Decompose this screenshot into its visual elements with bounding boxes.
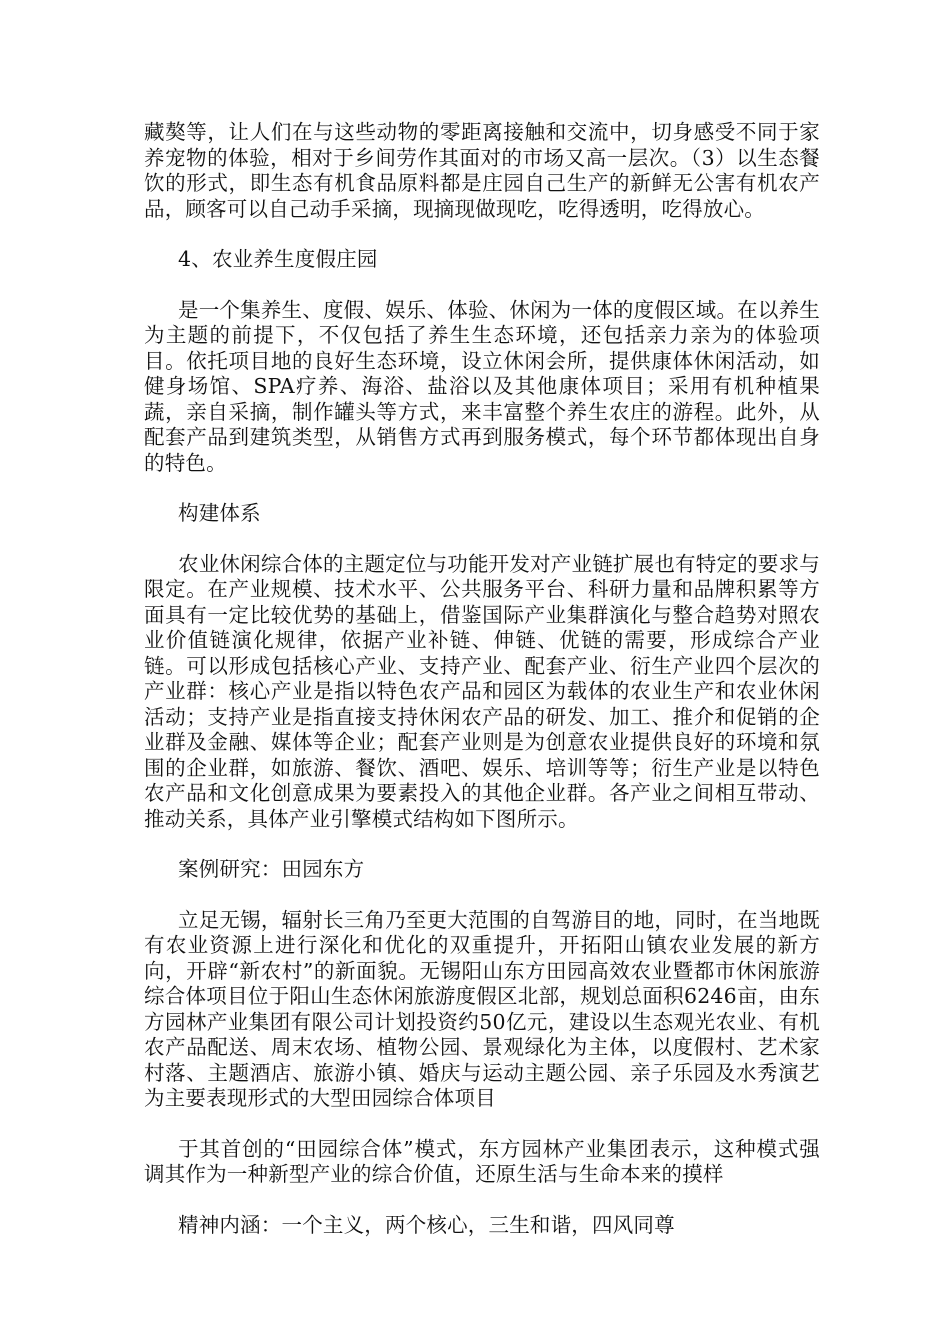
paragraph-continuation: 藏獒等，让人们在与这些动物的零距离接触和交流中，切身感受不同于家养宠物的体验，相对于乡间劳作其面对的市场又高一层次。（3）以生态餐饮的形式，即生态有机食品原料都是庄园自己生产的新鲜无公害有机农产品，顾客可以自己动手采摘，现摘现做现吃，吃得透明，吃得放心。	[144, 120, 820, 221]
document-body	[144, 120, 820, 1238]
paragraph-resort: 是一个集养生、度假、娱乐、体验、休闲为一体的度假区域。在以养生为主题的前提下，不仅包括了养生生态环境，还包括亲力亲为的体验项目。依托项目地的良好生态环境，设立休闲会所，提供康体休闲活动，如健身场馆、SPA疗养、海浴、盐浴以及其他康体项目；采用有机种植果蔬，亲自采摘，制作罐头等方式，来丰富整个养生农庄的游程。此外，从配套产品到建筑类型，从销售方式再到服务模式，每个环节都体现出自身的特色。	[144, 297, 820, 475]
paragraph-case-study: 立足无锡，辐射长三角乃至更大范围的自驾游目的地，同时，在当地既有农业资源上进行深化和优化的双重提升，开拓阳山镇农业发展的新方向，开辟“新农村”的新面貌。无锡阳山东方田园高效农业暨都市休闲旅游综合体项目位于阳山生态休闲旅游度假区北部，规划总面积6246亩，由东方园林产业集团有限公司计划投资约50亿元，建设以生态观光农业、有机农产品配送、周末农场、植物公园、景观绿化为主体，以度假村、艺术家村落、主题酒店、旅游小镇、婚庆与运动主题公园、亲子乐园及水秀演艺为主要表现形式的大型田园综合体项目	[144, 907, 820, 1110]
heading-agricultural-resort: 4、农业养生度假庄园	[178, 247, 378, 271]
heading-construction-system: 构建体系	[178, 501, 261, 525]
paragraph-model: 于其首创的“田园综合体”模式，东方园林产业集团表示，这种模式强调其作为一种新型产业的综合价值，还原生活与生命本来的摸样	[144, 1136, 820, 1186]
paragraph-system: 农业休闲综合体的主题定位与功能开发对产业链扩展也有特定的要求与限定。在产业规模、技术水平、公共服务平台、科研力量和品牌积累等方面具有一定比较优势的基础上，借鉴国际产业集群演化与整合趋势对照农业价值链演化规律，依据产业补链、伸链、优链的需要，形成综合产业链。可以形成包括核心产业、支持产业、配套产业、衍生产业四个层次的产业群：核心产业是指以特色农产品和园区为载体的农业生产和农业休闲活动；支持产业是指直接支持休闲农产品的研发、加工、推介和促销的企业群及金融、媒体等企业；配套产业则是为创意农业提供良好的环境和氛围的企业群，如旅游、餐饮、酒吧、娱乐、培训等等；衍生产业是以特色农产品和文化创意成果为要素投入的其他企业群。各产业之间相互带动、推动关系，具体产业引擎模式结构如下图所示。	[144, 551, 820, 831]
heading-case-study: 案例研究：田园东方	[178, 857, 365, 881]
paragraph-spirit: 精神内涵：一个主义，两个核心，三生和谐，四风同尊	[178, 1212, 675, 1237]
